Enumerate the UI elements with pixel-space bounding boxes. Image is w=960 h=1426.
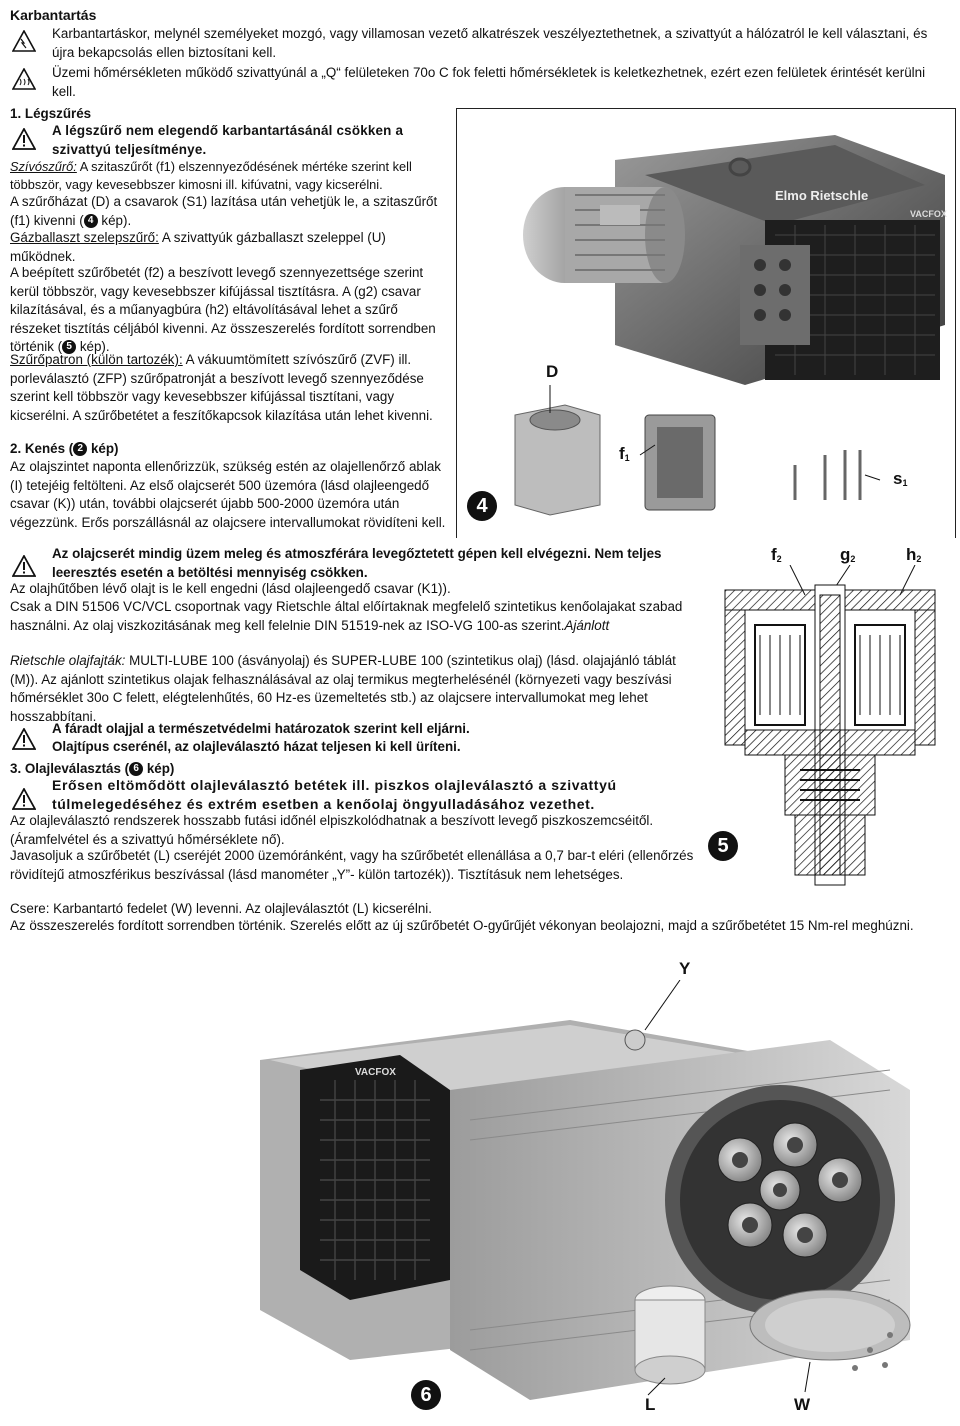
label-s1-sub: 1 xyxy=(902,478,908,488)
figure-4-pump-illustration xyxy=(505,115,955,535)
section-3-heading-text: 3. Olajleválasztás ( xyxy=(10,761,130,776)
page-title: Karbantartás xyxy=(10,7,97,23)
label-s1-letter: s xyxy=(893,469,903,488)
housing-text: A szűrőházat (D) a csavarok (S1) lazítása után vehetjük le, a szitaszűrőt (f1) kivenni ( xyxy=(10,194,438,228)
figure-ref-5: 5 xyxy=(62,340,76,354)
oil-spec-recommended: Ajánlott xyxy=(564,617,610,633)
gas-ballast-text: A szivattyúk gázballaszt szeleppel (U) működnek. xyxy=(10,230,386,264)
cartridge-text: A vákuumtömített szívószűrő (ZVF) ill. porleválasztó (ZFP) szűrőpatronját a beszívott levegő szennyeződése szerint kell többször vagy kevesebbszer kifújással tisztítani, vagy kicserélni. A szűrőbetétet a feszítőkapcsok kilazítása után lehet kivenni. xyxy=(10,352,433,423)
label-g2 xyxy=(840,543,855,566)
warning-icon xyxy=(12,788,36,810)
figure-4-frame-top xyxy=(456,108,956,109)
figure-ref-2: 2 xyxy=(73,442,87,456)
label-g2-letter: g xyxy=(840,545,851,564)
section-3-heading-end: kép) xyxy=(143,761,175,776)
section-2-heading-text: 2. Kenés ( xyxy=(10,441,74,456)
figure-ref-4: 4 xyxy=(84,214,98,228)
oil-spec-text: Csak a DIN 51506 VC/VCL csoportnak vagy Rietschle által előírtaknak megfelelő szintetikus kenőolajakat szabad használni. Az olaj viszkozitásának meg kell felelnie DIN 51519-nek az ISO-VG 100-as szerint. xyxy=(10,599,683,633)
label-h2-letter: h xyxy=(906,545,917,564)
warning-icon xyxy=(12,555,36,577)
section-3-warning: Erősen eltömődött olajleválasztó betétek ill. piszkos olajleválasztó a szivattyú túlmelegedéséhez és extrém esetben a kenőolaj öngyulladásához vezethet. xyxy=(52,777,617,813)
section-3-replacement-interval: Javasoljuk a szűrőbetét (L) cseréjét 2000 üzemóránként, vagy ha szűrőbetét ellenállása a 0,7 bar-t eléri (ellenőrzés rövidítejű atmoszférikus beszívással (lásd manométer „Y”- külön tartozék)). Tisztításuk nem lehetséges. xyxy=(10,848,694,882)
cartridge-label: Szűrőpatron (külön tartozék): xyxy=(10,352,183,367)
intake-filter-text: A szitaszűrőt (f1) elszennyeződésének mértéke szerint kell többször, vagy kevesebbszer kimosni ill. kifúvatni, vagy kicserélni. xyxy=(10,159,412,192)
label-f1-letter: f xyxy=(619,444,625,463)
section-1-filter-insert xyxy=(10,264,450,357)
figure-ref-6: 6 xyxy=(129,762,143,776)
intake-filter-label: Szívószűrő: xyxy=(10,159,77,174)
label-g2-sub: 2 xyxy=(850,554,856,564)
figure-4-number: 4 xyxy=(467,491,497,521)
figure-4-frame-left xyxy=(456,108,457,538)
section-2-warning: Az olajcserét mindig üzem meleg és atmoszférára levegőztetett gépen kell elvégezni. Nem teljes leeresztés esetén a betöltési mennyiség csökken. xyxy=(52,546,662,580)
label-h2-sub: 2 xyxy=(916,554,922,564)
maintenance-warning-2: Üzemi hőmérsékleten működő szivattyúnál a „Q“ felületeken 70o C fok feletti hőmérsékletek is keletkezhetnek, ezért ezen felületek érintését kerülni kell. xyxy=(52,65,926,99)
filter-insert-text-end: kép). xyxy=(76,339,110,354)
gas-ballast-label: Gázballaszt szelepszűrő: xyxy=(10,230,159,245)
housing-text-end: kép). xyxy=(97,212,132,228)
label-f1-sub: 1 xyxy=(624,453,630,463)
section-1-cartridge xyxy=(10,351,450,425)
section-3-assembly: Az összeszerelés fordított sorrendben történik. Szerelés előtt az új szűrőbetét O-gyűrűjét vékonyan beolajozni, majd a szűrőbetétet 15 Nm-rel meghúzni. xyxy=(10,918,914,933)
section-2-heading xyxy=(10,440,119,459)
figure-5-number: 5 xyxy=(708,831,738,861)
maintenance-warning-1: Karbantartáskor, melynél személyeket mozgó, vagy villamosan vezető alkatrészek veszélyeztethetnek, a szivattyút a hálózatról le kell választani, és újra bekapcsolás ellen biztosítani kell. xyxy=(52,26,928,60)
label-Y: Y xyxy=(679,959,691,978)
separator-model-plate: VACFOX xyxy=(355,1067,396,1078)
warning-icon xyxy=(12,728,36,750)
section-1-heading: 1. Légszűrés xyxy=(10,106,92,121)
label-f1 xyxy=(619,442,630,465)
filter-insert-text: A beépített szűrőbetét (f2) a beszívott levegő szennyezettsége szerint kerül többször, vagy kevesebbszer kifújással tisztításra. A (g2) csavar kilazításával, és a műanyagbúra (h2) eltávolításával lehet a szűrő részeket tisztítás céljából kivenni. Az összeszerelés fordított sorrendben történik ( xyxy=(10,265,436,354)
label-h2 xyxy=(906,543,921,566)
label-f2 xyxy=(771,543,782,566)
section-2-oil-cooler: Az olajhűtőben lévő olajt is le kell engedni (lásd olajleengedő csavar (K1)). xyxy=(10,581,451,596)
figure-4-frame-right xyxy=(955,108,956,538)
section-1-intake-filter xyxy=(10,158,450,193)
section-3-contamination: Az olajleválasztó rendszerek hosszabb futási időnél elpiszkolódhatnak a beszívott levegő piszkoszemcséitől. (Áramfelvétel és a szivattyú hőmérséklete nő). xyxy=(10,813,654,847)
section-2-heading-end: kép) xyxy=(87,441,119,456)
figure-6-oil-separator-illustration xyxy=(150,980,950,1420)
warning-icon xyxy=(12,128,36,150)
oil-types-label: Rietschle olajfajták: xyxy=(10,653,126,668)
section-1-housing xyxy=(10,193,450,230)
label-f2-letter: f xyxy=(771,545,777,564)
section-3-replacement-steps: Csere: Karbantartó fedelet (W) levenni. Az olajleválasztót (L) kicserélni. xyxy=(10,901,432,916)
label-L: L xyxy=(645,1395,656,1414)
label-W: W xyxy=(794,1395,811,1414)
figure-6-number: 6 xyxy=(411,1380,441,1410)
section-2-warning-2b: Olajtípus cserénél, az olajleválasztó házat teljesen ki kell üríteni. xyxy=(52,739,461,754)
oil-types-text: MULTI-LUBE 100 (ásványolaj) és SUPER-LUBE 100 (szintetikus olaj) (lásd. olajajánló táblát (M)). Az ajánlott szintetikus olajak felhasználásával az olaj termikus megterhelésénél (környezeti vagy beszívási hőmérséklet 30o C felett, elégtelenhűtés, 60 Hz-es üzemeltetés stb.) az olajcsere intervallumokat meg lehet hosszabbítani. xyxy=(10,653,676,724)
section-2-oil-spec xyxy=(10,598,700,635)
hot-surface-icon xyxy=(12,68,36,90)
pump-brand-text: Elmo Rietschle xyxy=(775,188,869,203)
pump-model-plate: VACFOX xyxy=(910,209,947,219)
section-2-oil-types xyxy=(10,652,700,726)
section-2-warning-2a: A fáradt olajjal a természetvédelmi határozatok szerint kell eljárni. xyxy=(52,721,470,736)
label-f2-sub: 2 xyxy=(776,554,782,564)
label-s1 xyxy=(893,467,907,490)
section-2-oil-level: Az olajszintet naponta ellenőrizzük, szükség estén az olajellenőrző ablak (I) tetejéig feltölteni. Az első olajcserét 500 üzemóra (lásd olajleengedő csavar (K)) után, további olajcserét újabb 500-2000 üzemóra után végezzünk. Erős porszállásnál az olajcsere intervallumokat rövidíteni kell. xyxy=(10,459,446,530)
section-1-gas-ballast xyxy=(10,229,450,266)
electric-hazard-icon xyxy=(12,30,36,52)
label-D: D xyxy=(546,362,559,381)
section-1-warning: A légszűrő nem elegendő karbantartásánál csökken a szivattyú teljesítménye. xyxy=(52,123,404,157)
